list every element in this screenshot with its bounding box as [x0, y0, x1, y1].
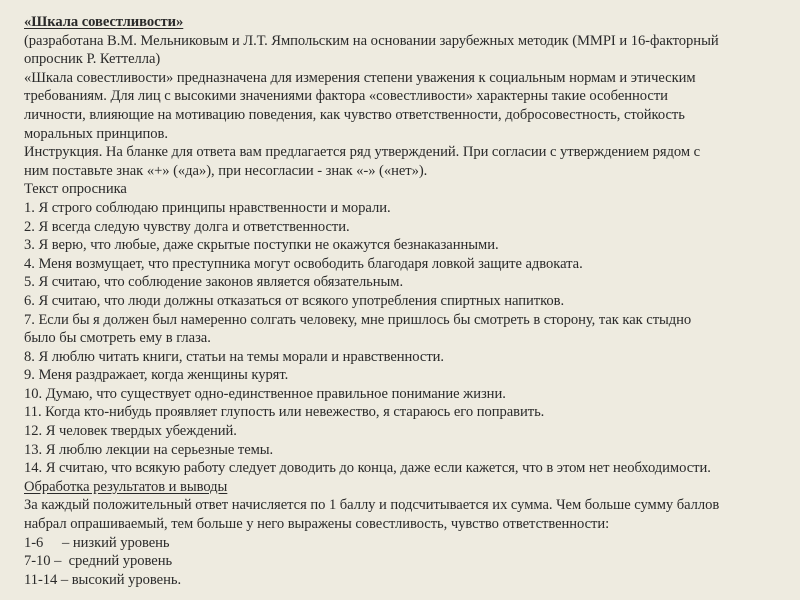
questionnaire-item: 5. Я считаю, что соблюдение законов является обязательным. — [24, 274, 404, 291]
authors-line-2: опросник Р. Кеттелла) — [24, 51, 161, 68]
questionnaire-item: 12. Я человек твердых убеждений. — [24, 423, 237, 440]
questionnaire-item: 3. Я верю, что любые, даже скрытые поступки не окажутся безнаказанными. — [24, 237, 499, 254]
results-text-line-1: За каждый положительный ответ начисляется по 1 баллу и подсчитывается их сумма. Чем больше сумму баллов — [24, 497, 720, 514]
document-title: «Шкала совестливости» — [24, 14, 184, 30]
instruction-line-2: ним поставьте знак «+» («да»), при несогласии - знак «-» («нет»). — [24, 162, 428, 179]
level-low — [24, 534, 790, 553]
description-line-1: «Шкала совестливости» предназначена для измерения степени уважения к социальным нормам и этическим — [24, 69, 696, 86]
questionnaire-item: 10. Думаю, что существует одно-единственное правильное понимание жизни. — [24, 385, 506, 402]
questionnaire-item: 8. Я люблю читать книги, статьи на темы морали и нравственности. — [24, 348, 445, 365]
level-label: средний уровень — [68, 553, 173, 570]
questionnaire-heading: Текст опросника — [24, 181, 127, 198]
level-range: 7-10 – — [24, 553, 62, 570]
description-line-4: моральных принципов. — [24, 125, 168, 142]
level-label: – низкий уровень — [62, 534, 170, 551]
level-high — [24, 571, 790, 590]
questionnaire-item: 4. Меня возмущает, что преступника могут освободить благодаря ловкой защите адвоката. — [24, 255, 583, 272]
questionnaire-item: 9. Меня раздражает, когда женщины курят. — [24, 367, 289, 384]
authors-line-1: (разработана В.М. Мельниковым и Л.Т. Ямпольским на основании зарубежных методик (MMPI и 16-факторный — [24, 32, 719, 49]
results-text-line-2: набрал опрашиваемый, тем больше у него выражены совестливость, чувство ответственности: — [24, 516, 610, 533]
level-range: 1-6 — [24, 534, 44, 551]
questionnaire-item-continuation: было бы смотреть ему в глаза. — [24, 330, 211, 347]
level-medium — [24, 552, 790, 571]
questionnaire-item: 1. Я строго соблюдаю принципы нравственности и морали. — [24, 199, 391, 216]
questionnaire-item: 14. Я считаю, что всякую работу следует доводить до конца, даже если кажется, что в этом нет необходимости. — [24, 460, 711, 477]
results-heading: Обработка результатов и выводы — [24, 478, 228, 495]
questionnaire-item: 11. Когда кто-нибудь проявляет глупость или невежество, я стараюсь его поправить. — [24, 404, 545, 421]
instruction-line-1: Инструкция. На бланке для ответа вам предлагается ряд утверждений. При согласии с утверждением рядом с — [24, 144, 701, 161]
level-label: – высокий уровень. — [60, 571, 182, 588]
description-line-2: требованиям. Для лиц с высокими значениями фактора «совестливости» характерны такие особенности — [24, 88, 668, 105]
description-line-3: личности, влияющие на мотивацию поведения, как чувство ответственности, добросовестность, стойкость — [24, 106, 685, 123]
questionnaire-item: 2. Я всегда следую чувству долга и ответственности. — [24, 218, 350, 235]
questionnaire-item: 13. Я люблю лекции на серьезные темы. — [24, 441, 274, 458]
questionnaire-item: 6. Я считаю, что люди должны отказаться от всякого употребления спиртных напитков. — [24, 292, 565, 309]
questionnaire-item: 7. Если бы я должен был намеренно солгать человеку, мне пришлось бы смотреть в сторону, так как стыдно — [24, 311, 692, 328]
level-range: 11-14 — [24, 571, 58, 588]
